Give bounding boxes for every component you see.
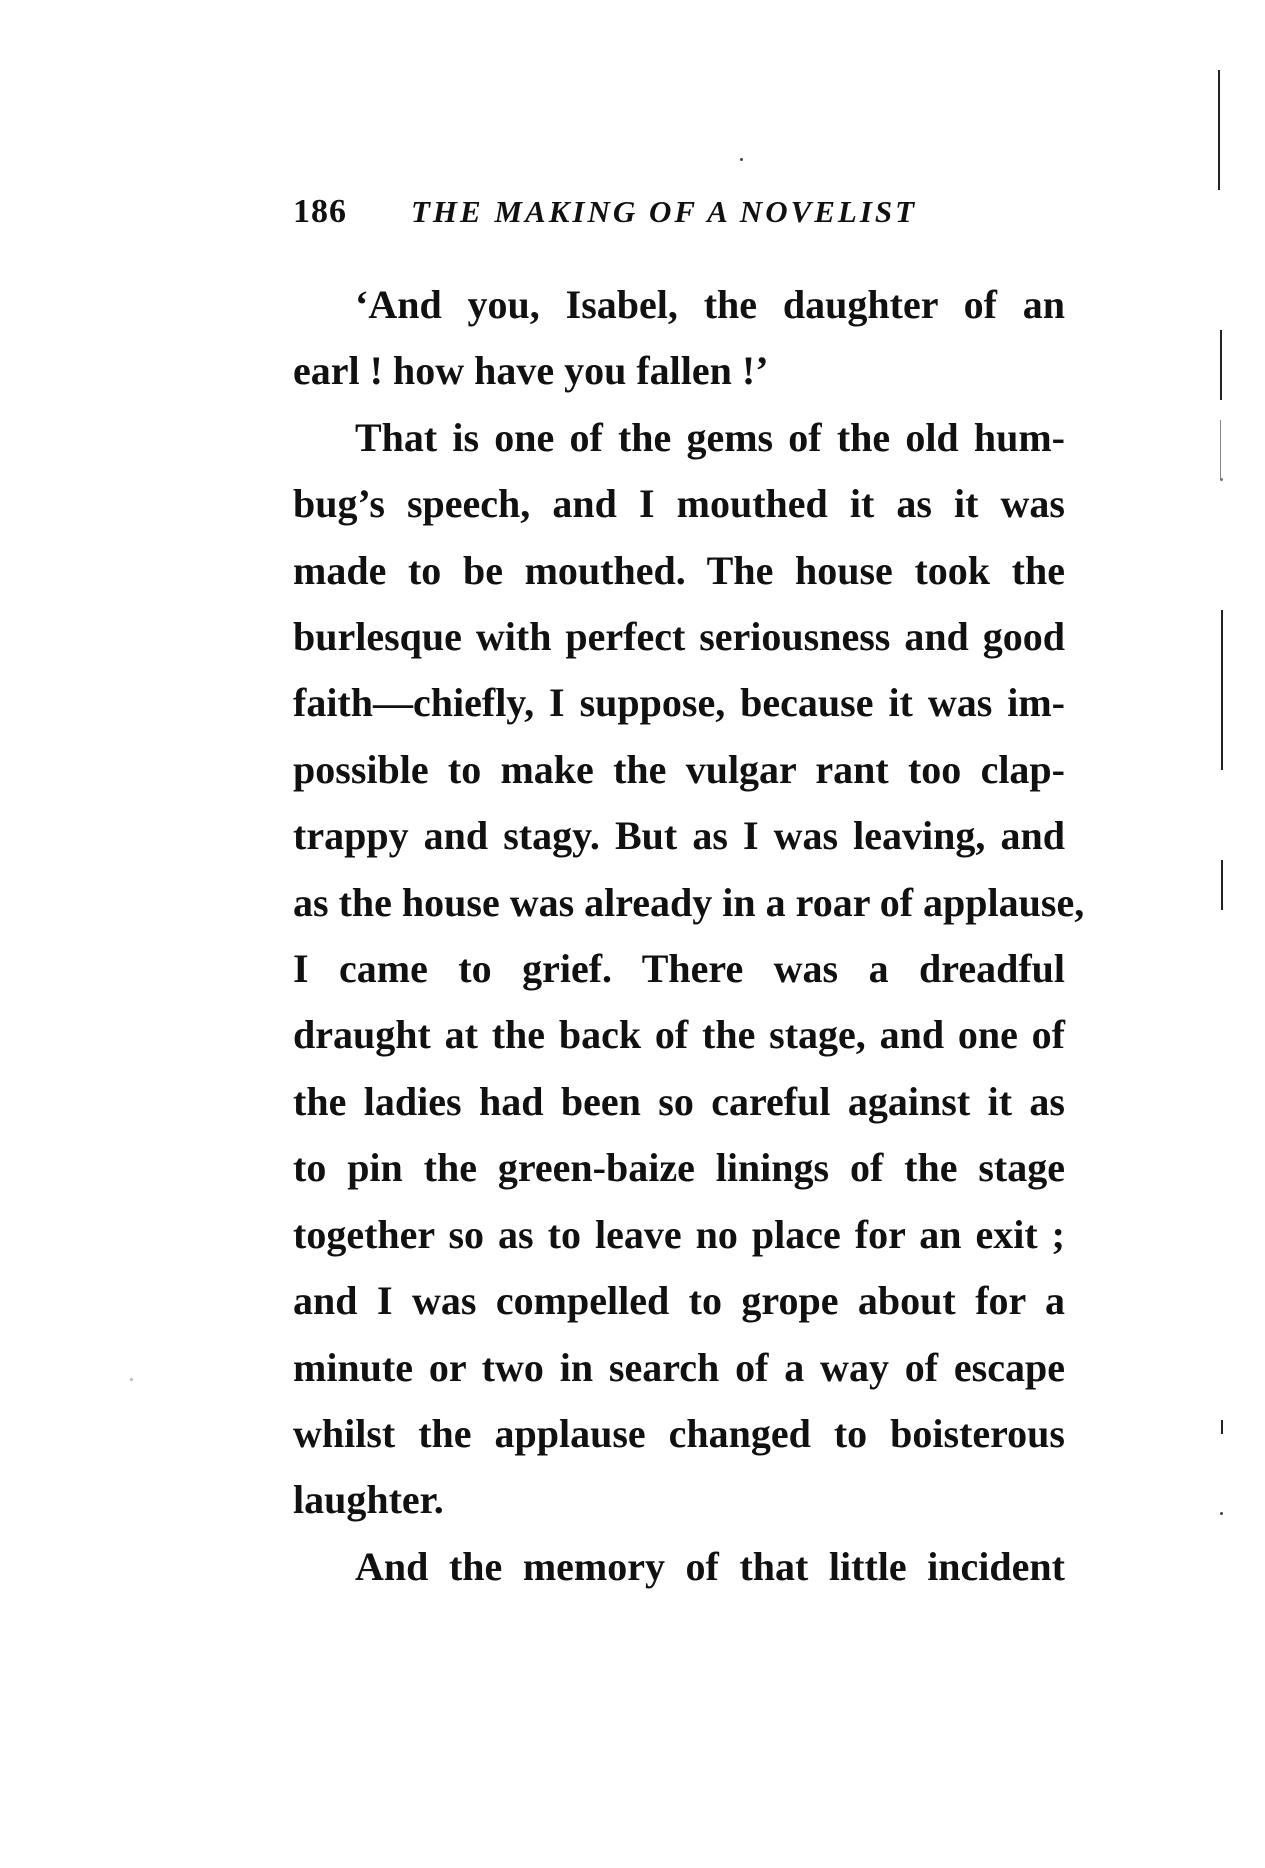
body-text	[293, 272, 1085, 1600]
text-line: and I was compelled to grope about for a	[293, 1278, 1065, 1324]
text-line: made to be mouthed. The house took the	[293, 547, 1065, 593]
text-line: I came to grief. There was a dreadful	[293, 946, 1065, 992]
text-line: as the house was already in a roar of applause,	[293, 879, 1085, 925]
text-line: ‘And you, Isabel, the daughter of an	[355, 282, 1065, 327]
scan-artifact-dot	[1220, 478, 1223, 481]
text-line: burlesque with perfect seriousness and good	[293, 614, 1065, 660]
running-head	[293, 190, 1063, 234]
text-line: earl ! how have you fallen !’	[293, 348, 769, 394]
text-line: to pin the green-baize linings of the stage	[293, 1145, 1065, 1191]
text-line: bug’s speech, and I mouthed it as it was	[293, 481, 1065, 527]
text-line: trappy and stagy. But as I was leaving, and	[293, 813, 1065, 859]
scan-artifact-dot	[740, 158, 743, 161]
scan-artifact-line	[1220, 330, 1222, 400]
scan-artifact-dot	[130, 1378, 133, 1381]
scan-artifact-line	[1221, 860, 1223, 910]
scan-artifact-line	[1220, 420, 1221, 480]
text-line: the ladies had been so careful against it as	[293, 1078, 1065, 1124]
text-line: That is one of the gems of the old hum-	[355, 414, 1065, 460]
scan-artifact-line	[1218, 70, 1220, 190]
text-line: whilst the applause changed to boisterous	[293, 1410, 1065, 1456]
book-title: THE MAKING OF A NOVELIST	[411, 194, 918, 229]
scan-artifact-line	[1221, 610, 1223, 770]
text-line: possible to make the vulgar rant too clap-	[293, 746, 1065, 792]
text-line: And the memory of that little incident	[355, 1543, 1065, 1589]
text-line: draught at the back of the stage, and one of	[293, 1012, 1065, 1058]
text-line: together so as to leave no place for an exit ;	[293, 1211, 1065, 1257]
text-line: laughter.	[293, 1477, 444, 1523]
scan-artifact-line	[1221, 1420, 1223, 1434]
text-line: faith—chiefly, I suppose, because it was im-	[293, 680, 1065, 726]
text-line: minute or two in search of a way of escape	[293, 1344, 1065, 1390]
page-number: 186	[293, 193, 347, 230]
scan-artifact-dot	[1220, 1512, 1223, 1515]
